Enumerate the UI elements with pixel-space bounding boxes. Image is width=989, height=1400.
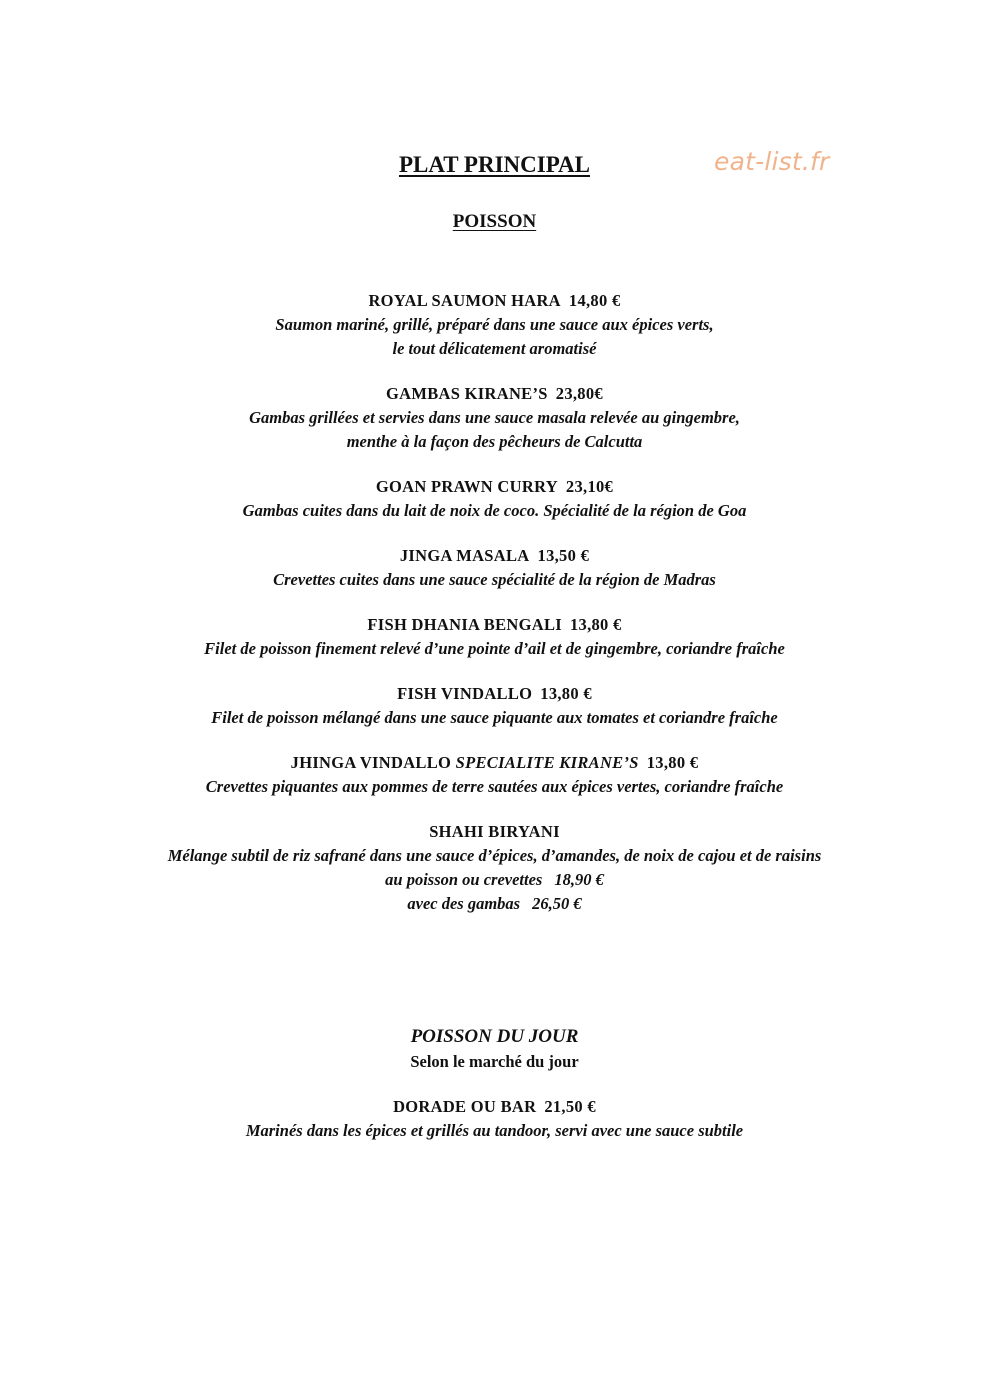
dish-name: FISH DHANIA BENGALI [367,615,562,634]
dish-header [0,682,989,706]
menu-item [0,382,989,454]
dish-header [0,613,989,637]
dish-name: FISH VINDALLO [397,684,533,703]
dish-name: ROYAL SAUMON HARA [368,291,561,310]
dish-option [0,892,989,916]
dish-price: 23,80€ [555,384,603,403]
dish-header [0,751,989,775]
daily-title: POISSON DU JOUR [410,1026,579,1047]
dish-name: SHAHI BIRYANI [429,822,560,841]
dish-name: JHINGA VINDALLO [290,753,452,772]
dish-description: Saumon mariné, grillé, préparé dans une sauce aux épices verts, [275,315,714,334]
dish-price: 13,80 € [540,684,592,703]
dish-price: 13,50 € [537,546,590,565]
menu-item [0,1095,989,1143]
dish-description: Crevettes piquantes aux pommes de terre sautées aux épices vertes, coriandre fraîche [205,777,784,796]
dish-header [0,382,989,406]
dish-description: Filet de poisson finement relevé d’une pointe d’ail et de gingembre, coriandre fraîche [204,639,785,658]
dish-price: 21,50 € [544,1097,596,1116]
menu-item [0,751,989,799]
daily-section [0,1024,989,1164]
section-title: POISSON [452,211,537,232]
dish-description: Crevettes cuites dans une sauce spécialité de la région de Madras [273,570,716,589]
menu-item [0,289,989,361]
dish-description: le tout délicatement aromatisé [392,339,597,358]
option-label: avec des gambas [407,894,521,913]
daily-subtitle: Selon le marché du jour [410,1052,579,1071]
dish-description: Marinés dans les épices et grillés au tandoor, servi avec une sauce subtile [245,1121,744,1140]
option-price: 18,90 € [554,870,604,889]
menu-item [0,820,989,916]
dish-header [0,289,989,313]
dish-special-tag: SPECIALITE KIRANE’S [455,753,639,772]
dish-description: Gambas grillées et servies dans une sauce masala relevée au gingembre, [249,408,740,427]
watermark-logo: eat-list.fr [714,147,830,176]
dish-description: Filet de poisson mélangé dans une sauce piquante aux tomates et coriandre fraîche [211,708,778,727]
dish-header [0,544,989,568]
dish-description: Mélange subtil de riz safrané dans une sauce d’épices, d’amandes, de noix de cajou et de raisins [167,846,822,865]
menu-item [0,682,989,730]
dish-name: JINGA MASALA [399,546,530,565]
menu-item [0,475,989,523]
option-label: au poisson ou crevettes [385,870,543,889]
dish-price: 13,80 € [569,615,622,634]
dish-name: DORADE OU BAR [393,1097,537,1116]
dish-price: 14,80 € [568,291,621,310]
dish-header [0,1095,989,1119]
dish-option [0,868,989,892]
menu-item [0,544,989,592]
page-title: PLAT PRINCIPAL [398,152,591,177]
option-price: 26,50 € [532,894,582,913]
dish-name: GOAN PRAWN CURRY [375,477,558,496]
dish-description: menthe à la façon des pêcheurs de Calcutta [346,432,643,451]
menu-item [0,613,989,661]
dish-description: Gambas cuites dans du lait de noix de coco. Spécialité de la région de Goa [242,501,747,520]
menu-list [0,289,989,937]
dish-name: GAMBAS KIRANE’S [386,384,548,403]
dish-price: 13,80 € [646,753,699,772]
dish-header [0,820,989,844]
dish-header [0,475,989,499]
dish-price: 23,10€ [565,477,614,496]
